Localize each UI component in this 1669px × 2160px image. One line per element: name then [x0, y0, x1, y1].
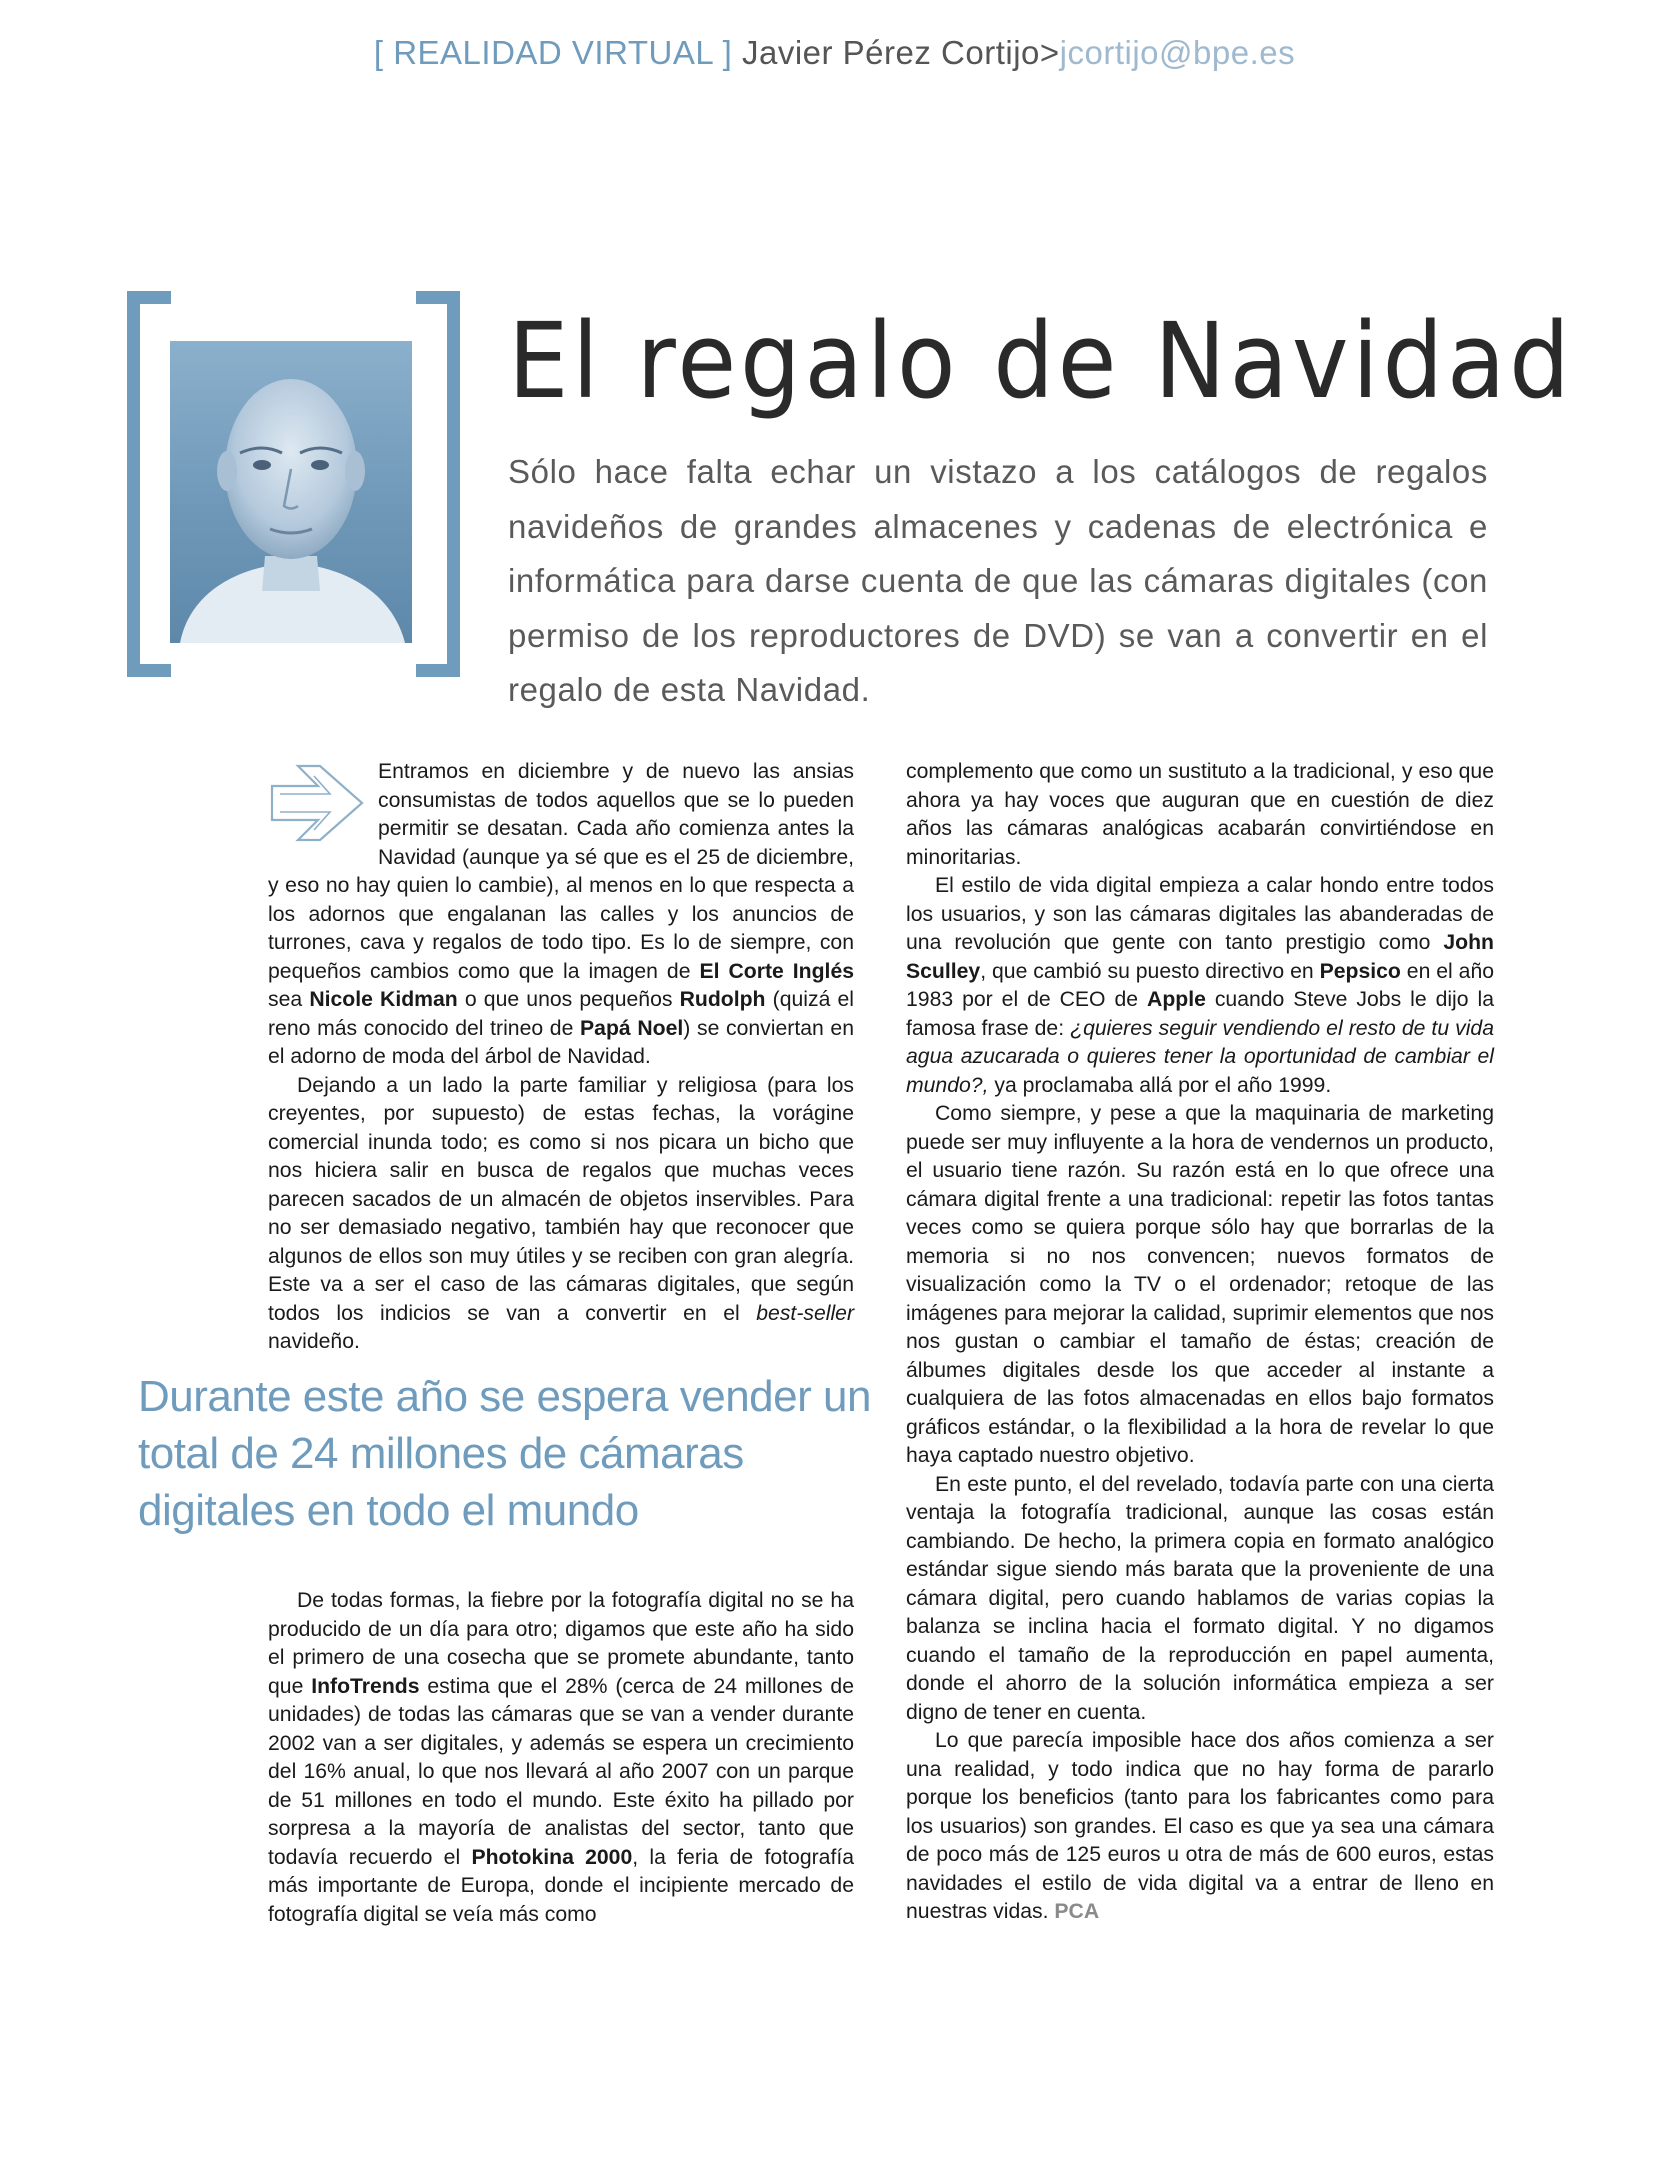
left-bracket-decoration [127, 291, 171, 677]
column-left-top [268, 758, 854, 1357]
paragraph-2: Dejando a un lado la parte familiar y religiosa (para los creyentes, por supuesto) de estas fechas, la vorágine comercial inunda todo; es como si nos picara un bicho que nos hiciera salir en busca de regalos que muchas veces parecen sacados de un almacén de objetos inservibles. Para no ser demasiado negativo, también hay que reconocer que algunos de ellos son muy útiles y se reciben con gran alegría. Este va a ser el caso de las cámaras digitales, que según todos los indicios se van a convertir en el best-seller navideño. [268, 1073, 854, 1353]
article-lead: Sólo hace falta echar un vistazo a los catálogos de regalos navideños de grandes almacenes y cadenas de electrónica e informática para darse cuenta de que las cámaras digitales (con permiso de los reproductores de DVD) se van a convertir en el regalo de esta Navidad. [508, 453, 1488, 708]
right-bracket-decoration [416, 291, 460, 677]
author-email[interactable]: jcortijo@bpe.es [1059, 34, 1296, 71]
paragraph-6: Como siempre, y pese a que la maquinaria de marketing puede ser muy influyente a la hora de vendernos un producto, el usuario tiene razón. Su razón está en lo que ofrece una cámara digital frente a una tradicional: repetir las fotos tantas veces como se quiera porque sólo hay que borrarlas de la memoria si no nos convencen; nuevos formatos de visualización como la TV o el ordenador; retoque de las imágenes para mejorar la calidad, suprimir elementos que nos nos gustan o cambiar el tamaño de éstas; creación de álbumes digitales desde los que acceder al instante a cualquiera de las fotos almacenadas en ellos bajo formatos gráficos estándar, o la flexibilidad a la hora de revelar lo que haya captado nuestro objetivo. [906, 1102, 1494, 1467]
column-left-bottom [268, 1587, 854, 1929]
paragraph-7: En este punto, el del revelado, todavía parte con una cierta ventaja la fotografía tradicional, aunque las cosas están cambiando. De hecho, la primera copia en formato analógico estándar sigue siendo más barata que la proveniente de una cámara digital, pero cuando hablamos de varias copias la balanza se inclina hacia el formato digital. Y no digamos cuando el tamaño de la reproducción en papel aumenta, donde el ahorro de la solución informática empieza a ser digno de tener en cuenta. [906, 1472, 1494, 1724]
author-name: Javier Pérez Cortijo> [741, 34, 1060, 71]
section-label: [ REALIDAD VIRTUAL ] [373, 34, 733, 71]
page-header [0, 34, 1669, 72]
column-right [906, 758, 1494, 1927]
author-portrait-image [170, 341, 412, 643]
paragraph-8: Lo que parecía imposible hace dos años comienza a ser una realidad, y todo indica que no hay forma de pararlo porque los beneficios (tanto para los fabricantes como para los usuarios) son grandes. El caso es que ya sea una cámara de poco más de 125 euros u otra de más de 600 euros, estas navidades el estilo de vida digital va a entrar de lleno en nuestras vidas. PCA [906, 1729, 1494, 1923]
pull-quote: Durante este año se espera vender un total de 24 millones de cámaras digitales en todo el mundo [138, 1372, 871, 1535]
author-photo [170, 341, 412, 643]
article-title: El regalo de Navidad [508, 300, 1574, 422]
arrow-right-icon [268, 762, 366, 844]
author-signature: PCA [1054, 1900, 1100, 1923]
paragraph-1: Entramos en diciembre y de nuevo las ansias consumistas de todos aquellos que se lo pueden permitir se desatan. Cada año comienza antes la Navidad (aunque ya sé que es el 25 de diciembre, y eso no hay quien lo cambie), al menos en lo que respecta a los adornos que engalanan las calles y los anuncios de turrones, cava y regalos de todo tipo. Es lo de siempre, con pequeños cambios como que la imagen de El Corte Inglés sea Nicole Kidman o que unos pequeños Rudolph (quizá el reno más conocido del trineo de Papá Noel) se conviertan en el adorno de moda del árbol de Navidad. [268, 760, 855, 1068]
paragraph-5: El estilo de vida digital empieza a calar hondo entre todos los usuarios, y son las cámaras digitales las abanderadas de una revolución que gente con tanto prestigio como John Sculley, que cambió su puesto directivo en Pepsico en el año 1983 por el de CEO de Apple cuando Steve Jobs le dijo la famosa frase de: ¿quieres seguir vendiendo el resto de tu vida agua azucarada o quieres tener la oportunidad de cambiar el mundo?, ya proclamaba allá por el año 1999. [906, 874, 1495, 1097]
paragraph-4: complemento que como un sustituto a la tradicional, y eso que ahora ya hay voces que auguran que en cuestión de diez años las cámaras analógicas acabarán convirtiéndose en minoritarias. [906, 760, 1494, 869]
paragraph-3: De todas formas, la fiebre por la fotografía digital no se ha producido de un día para otro; digamos que este año ha sido el primero de una cosecha que se promete abundante, tanto que InfoTrends estima que el 28% (cerca de 24 millones de unidades) de todas las cámaras que se van a vender durante 2002 van a ser digitales, y además se espera un crecimiento del 16% anual, lo que nos llevará al año 2007 con un parque de 51 millones en todo el mundo. Este éxito ha pillado por sorpresa a la mayoría de analistas del sector, tanto que todavía recuerdo el Photokina 2000, la feria de fotografía más importante de Europa, donde el incipiente mercado de fotografía digital se veía más como [268, 1589, 854, 1926]
